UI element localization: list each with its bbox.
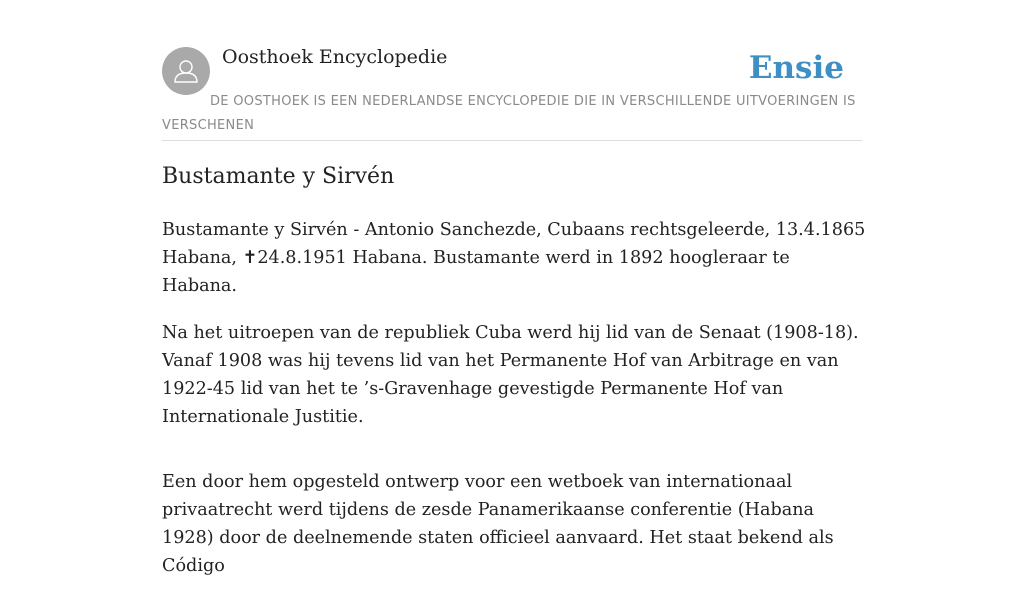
user-icon-graphic bbox=[162, 47, 210, 95]
site-title[interactable]: Oosthoek Encyclopedie bbox=[222, 46, 448, 68]
article-title: Bustamante y Sirvén bbox=[162, 164, 395, 189]
article-paragraph: Na het uitroepen van de republiek Cuba werd hij lid van de Senaat (1908-18). Vanaf 1908 was hij tevens lid van het Permanente Hof van Arbitrage en van 1922-45 lid van het te ’s-Gravenhage gevestigde Permanente Hof van Internationale Justitie. bbox=[162, 323, 859, 427]
user-icon[interactable] bbox=[162, 47, 210, 95]
article-paragraph: Bustamante y Sirvén - Antonio Sanchezde, Cubaans rechtsgeleerde, 13.4.1865 Habana, ✝24.8.1951 Habana. Bustamante werd in 1892 hoogleraar te Habana. bbox=[162, 220, 866, 296]
site-header bbox=[162, 46, 862, 141]
brand-logo[interactable]: Ensie bbox=[748, 50, 844, 86]
article-paragraph: Een door hem opgesteld ontwerp voor een wetboek van internationaal privaatrecht werd tijdens de zesde Panamerikaanse conferentie (Habana 1928) door de deelnemende staten officieel aanvaard. Het staat bekend als Código bbox=[162, 472, 834, 576]
site-tagline: DE OOSTHOEK IS EEN NEDERLANDSE ENCYCLOPEDIE DIE IN VERSCHILLENDE UITVOERINGEN IS VERSCHENEN bbox=[162, 94, 856, 133]
article-body bbox=[162, 216, 866, 599]
